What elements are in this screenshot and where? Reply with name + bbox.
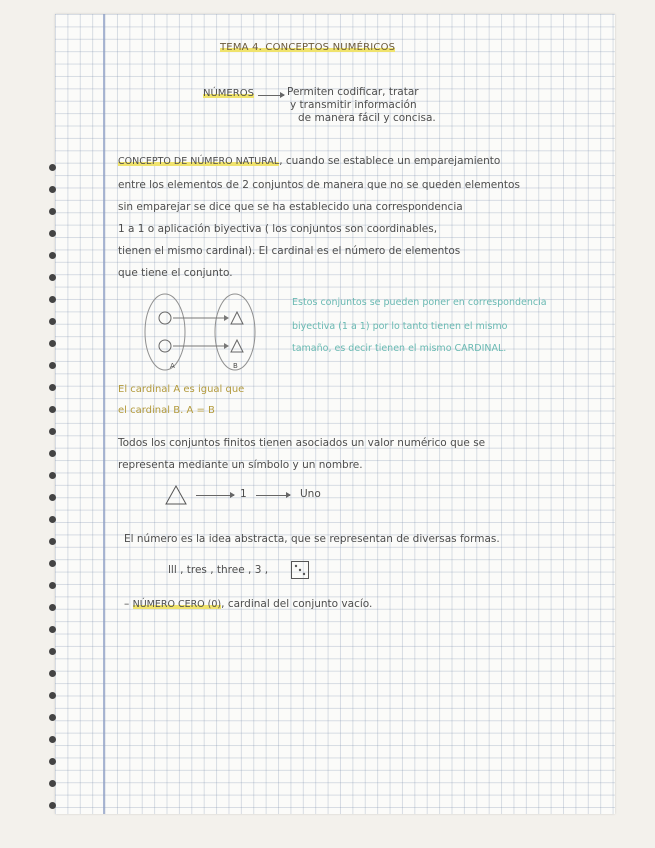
diagram-note1: Estos conjuntos se pueden poner en correspondencia xyxy=(292,297,547,308)
page-title: TEMA 4. CONCEPTOS NUMÉRICOS xyxy=(220,42,396,53)
triangle-icon xyxy=(231,312,243,324)
set-a-label: A xyxy=(170,362,175,370)
natural-line2: entre los elementos de 2 conjuntos de manera que no se queden elementos xyxy=(118,179,520,191)
arrow-icon xyxy=(258,95,284,96)
set-diagram xyxy=(140,292,270,374)
arrow-icon xyxy=(196,495,234,496)
triangle-icon xyxy=(231,340,243,352)
circle-icon xyxy=(159,312,171,324)
dot-pattern-icon xyxy=(291,561,309,579)
numeros-term: NÚMEROS xyxy=(203,88,254,99)
zero-line: – NÚMERO CERO (0), cardinal del conjunto vacío. xyxy=(124,598,373,610)
triangle-icon xyxy=(165,485,187,505)
zero-rest: , cardinal del conjunto vacío. xyxy=(221,598,373,610)
set-b-label: B xyxy=(233,362,238,370)
natural-line3: sin emparejar se dice que se ha establecido una correspondencia xyxy=(118,201,463,213)
numeros-def-line2: y transmitir información xyxy=(290,99,417,111)
symbol-number: 1 xyxy=(240,488,247,500)
set-b-ellipse xyxy=(215,294,255,370)
natural-line4: 1 a 1 o aplicación biyectiva ( los conjuntos son coordinables, xyxy=(118,223,438,235)
set-a-ellipse xyxy=(145,294,185,370)
arrowhead-icon xyxy=(224,315,229,321)
diagram-note3: tamaño, es decir tienen el mismo CARDINAL. xyxy=(292,343,507,354)
finite-line1: Todos los conjuntos finitos tienen asociados un valor numérico que se xyxy=(118,437,486,449)
cardinal-note1: El cardinal A es igual que xyxy=(118,384,245,395)
natural-line5: tienen el mismo cardinal). El cardinal es el número de elementos xyxy=(118,245,461,257)
abstract-forms: lll , tres , three , 3 , xyxy=(168,564,269,576)
circle-icon xyxy=(159,340,171,352)
natural-line6: que tiene el conjunto. xyxy=(118,267,233,279)
natural-term: CONCEPTO DE NÚMERO NATURAL xyxy=(118,156,280,167)
diagram-note2: biyectiva (1 a 1) por lo tanto tienen el mismo xyxy=(292,321,508,332)
cardinal-note2: el cardinal B. A = B xyxy=(118,405,215,416)
zero-term: NÚMERO CERO (0) xyxy=(132,599,222,610)
symbol-word: Uno xyxy=(300,488,321,500)
arrowhead-icon xyxy=(224,343,229,349)
binder-holes xyxy=(55,164,65,814)
natural-line1-rest: , cuando se establece un emparejamiento xyxy=(279,155,501,167)
margin-line xyxy=(103,14,105,814)
finite-line2: representa mediante un símbolo y un nombre. xyxy=(118,459,363,471)
abstract-line1: El número es la idea abstracta, que se representan de diversas formas. xyxy=(124,533,500,545)
numeros-def-line1: Permiten codificar, tratar xyxy=(287,86,419,98)
natural-line1 xyxy=(118,155,500,167)
arrow-icon xyxy=(256,495,290,496)
numeros-def-line3: de manera fácil y concisa. xyxy=(298,112,436,124)
